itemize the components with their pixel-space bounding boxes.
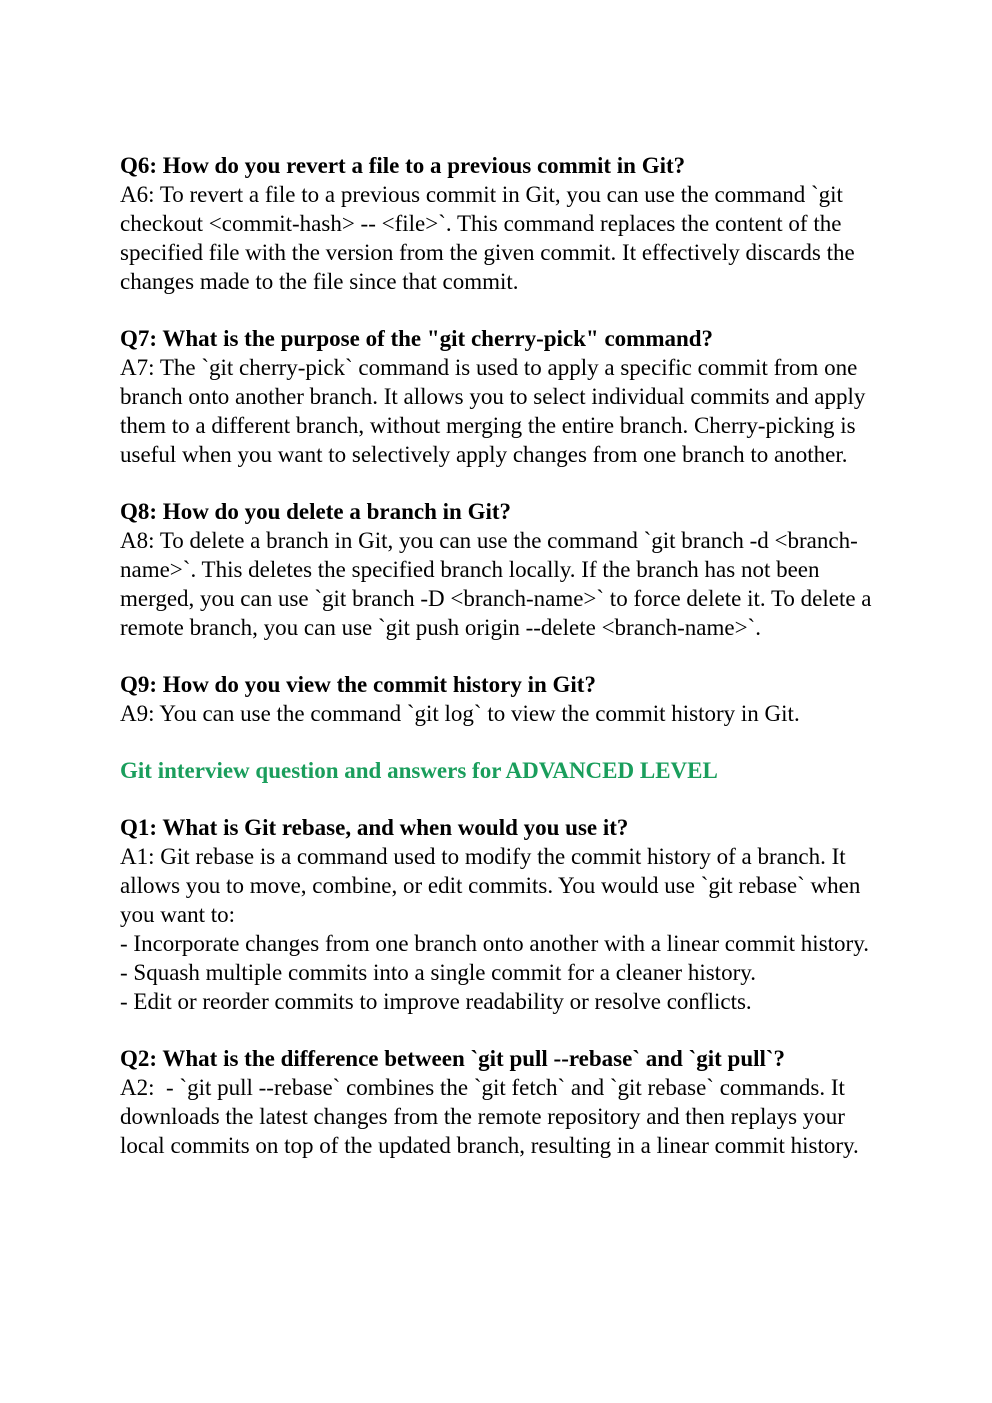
qa-block-adv-q1 <box>120 813 884 1016</box>
answer-adv-a1-intro: A1: Git rebase is a command used to modify the commit history of a branch. It allows you to move, combine, or edit commits. You would use `git rebase` when you want to: <box>120 844 867 927</box>
question-adv-q1: Q1: What is Git rebase, and when would you use it? <box>120 815 629 840</box>
answer-adv-a1-bullet-1: - Incorporate changes from one branch onto another with a linear commit history. <box>120 931 869 956</box>
question-q8: Q8: How do you delete a branch in Git? <box>120 499 512 524</box>
question-adv-q2: Q2: What is the difference between `git pull --rebase` and `git pull`? <box>120 1046 786 1071</box>
qa-block-q9 <box>120 670 884 728</box>
question-q9: Q9: How do you view the commit history in Git? <box>120 672 596 697</box>
answer-adv-a1-bullet-3: - Edit or reorder commits to improve readability or resolve conflicts. <box>120 989 752 1014</box>
advanced-level-heading: Git interview question and answers for ADVANCED LEVEL <box>120 758 718 783</box>
answer-a7: A7: The `git cherry-pick` command is used to apply a specific commit from one branch onto another branch. It allows you to select individual commits and apply them to a different branch, without merging the entire branch. Cherry-picking is useful when you want to selectively apply changes from one branch to another. <box>120 355 872 467</box>
question-q7: Q7: What is the purpose of the "git cherry-pick" command? <box>120 326 714 351</box>
answer-a8: A8: To delete a branch in Git, you can use the command `git branch -d <branch-name>`. This deletes the specified branch locally. If the branch has not been merged, you can use `git branch -D <branch-name>` to force delete it. To delete a remote branch, you can use `git push origin --delete <branch-name>`. <box>120 528 878 640</box>
qa-block-q8 <box>120 497 884 642</box>
answer-adv-a2: A2: - `git pull --rebase` combines the `git fetch` and `git rebase` commands. It downloads the latest changes from the remote repository and then replays your local commits on top of the updated branch, resulting in a linear commit history. <box>120 1075 859 1158</box>
qa-block-q6 <box>120 151 884 296</box>
answer-a9: A9: You can use the command `git log` to view the commit history in Git. <box>120 701 800 726</box>
answer-adv-a1-bullet-2: - Squash multiple commits into a single commit for a cleaner history. <box>120 960 756 985</box>
answer-a6: A6: To revert a file to a previous commit in Git, you can use the command `git checkout <commit-hash> -- <file>`. This command replaces the content of the specified file with the version from the given commit. It effectively discards the changes made to the file since that commit. <box>120 182 861 294</box>
qa-block-q7 <box>120 324 884 469</box>
qa-block-adv-q2 <box>120 1044 884 1160</box>
question-q6: Q6: How do you revert a file to a previous commit in Git? <box>120 153 686 178</box>
